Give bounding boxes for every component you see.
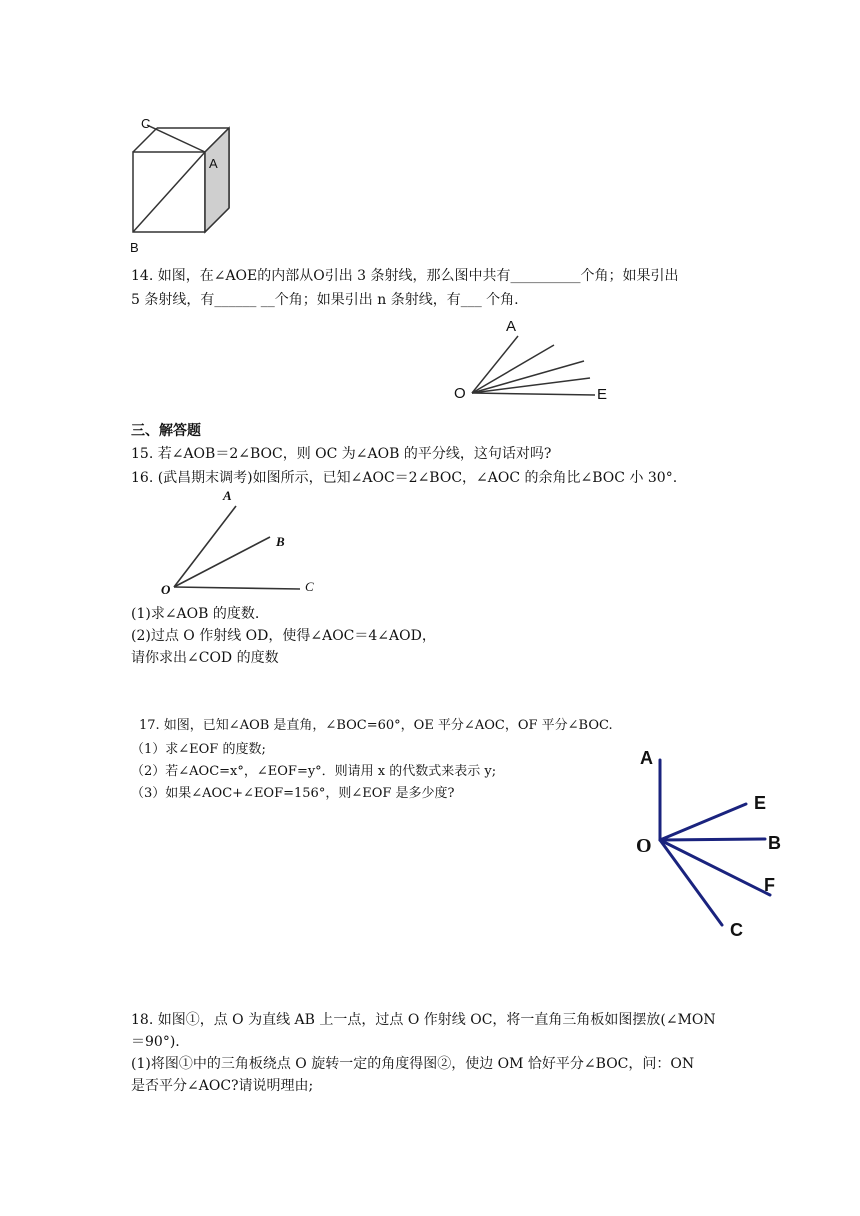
q17-label-b: B <box>768 833 781 853</box>
q18-line4: 是否平分∠AOC?请说明理由; <box>131 1078 314 1094</box>
q15-text: 15. 若∠AOB＝2∠BOC，则 OC 为∠AOB 的平分线，这句话对吗? <box>131 446 552 462</box>
q18-line2: ＝90°). <box>131 1034 180 1050</box>
section-title: 三、解答题 <box>131 423 201 439</box>
q17-part2: （2）若∠AOC=x°，∠EOF=y°．则请用 x 的代数式来表示 y; <box>131 764 497 779</box>
q18-line3: (1)将图①中的三角板绕点 O 旋转一定的角度得图②，使边 OM 恰好平分∠BOC，问：ON <box>131 1056 695 1072</box>
q16-part1: (1)求∠AOB 的度数. <box>131 606 260 622</box>
q16-label-a: A <box>223 488 232 503</box>
cube-label-b: B <box>130 240 139 255</box>
q16-label-b: B <box>276 534 285 549</box>
rays-label-o: O <box>454 385 466 402</box>
rays-figure <box>450 318 620 408</box>
q14-line1: 14. 如图，在∠AOE的内部从O引出 3 条射线，那么图中共有__________个角；如果引出 <box>131 268 679 284</box>
q18-line1: 18. 如图①，点 O 为直线 AB 上一点，过点 O 作射线 OC，将一直角三角板如图摆放(∠MON <box>131 1012 716 1028</box>
q17-part3: （3）如果∠AOC+∠EOF=156°，则∠EOF 是多少度? <box>131 786 455 801</box>
rays-label-e: E <box>597 386 608 403</box>
q16-label-o: O <box>161 582 171 597</box>
q17-figure <box>630 755 790 935</box>
q14-line2: 5 条射线，有______ __个角；如果引出 n 条射线，有___ 个角. <box>131 292 519 308</box>
q17-label-c: C <box>730 920 743 940</box>
q16-text: 16. (武昌期末调考)如图所示，已知∠AOC＝2∠BOC，∠AOC 的余角比∠BOC 小 30°. <box>131 470 678 486</box>
q16-label-c: C <box>305 579 314 594</box>
q17-text: 17. 如图，已知∠AOB 是直角，∠BOC=60°，OE 平分∠AOC，OF 平分∠BOC. <box>139 718 613 733</box>
q17-label-o: O <box>636 835 652 857</box>
cube-figure <box>130 118 240 258</box>
q17-part1: （1）求∠EOF 的度数; <box>131 742 266 757</box>
q16-part2: (2)过点 O 作射线 OD，使得∠AOC＝4∠AOD， <box>131 628 436 644</box>
q17-label-a: A <box>640 748 653 768</box>
q17-label-f: F <box>764 875 775 895</box>
q16-part2b: 请你求出∠COD 的度数 <box>131 650 279 666</box>
rays-label-a: A <box>506 318 517 335</box>
cube-label-c: C <box>141 116 151 131</box>
cube-label-a: A <box>209 156 218 171</box>
q17-label-e: E <box>754 793 767 813</box>
